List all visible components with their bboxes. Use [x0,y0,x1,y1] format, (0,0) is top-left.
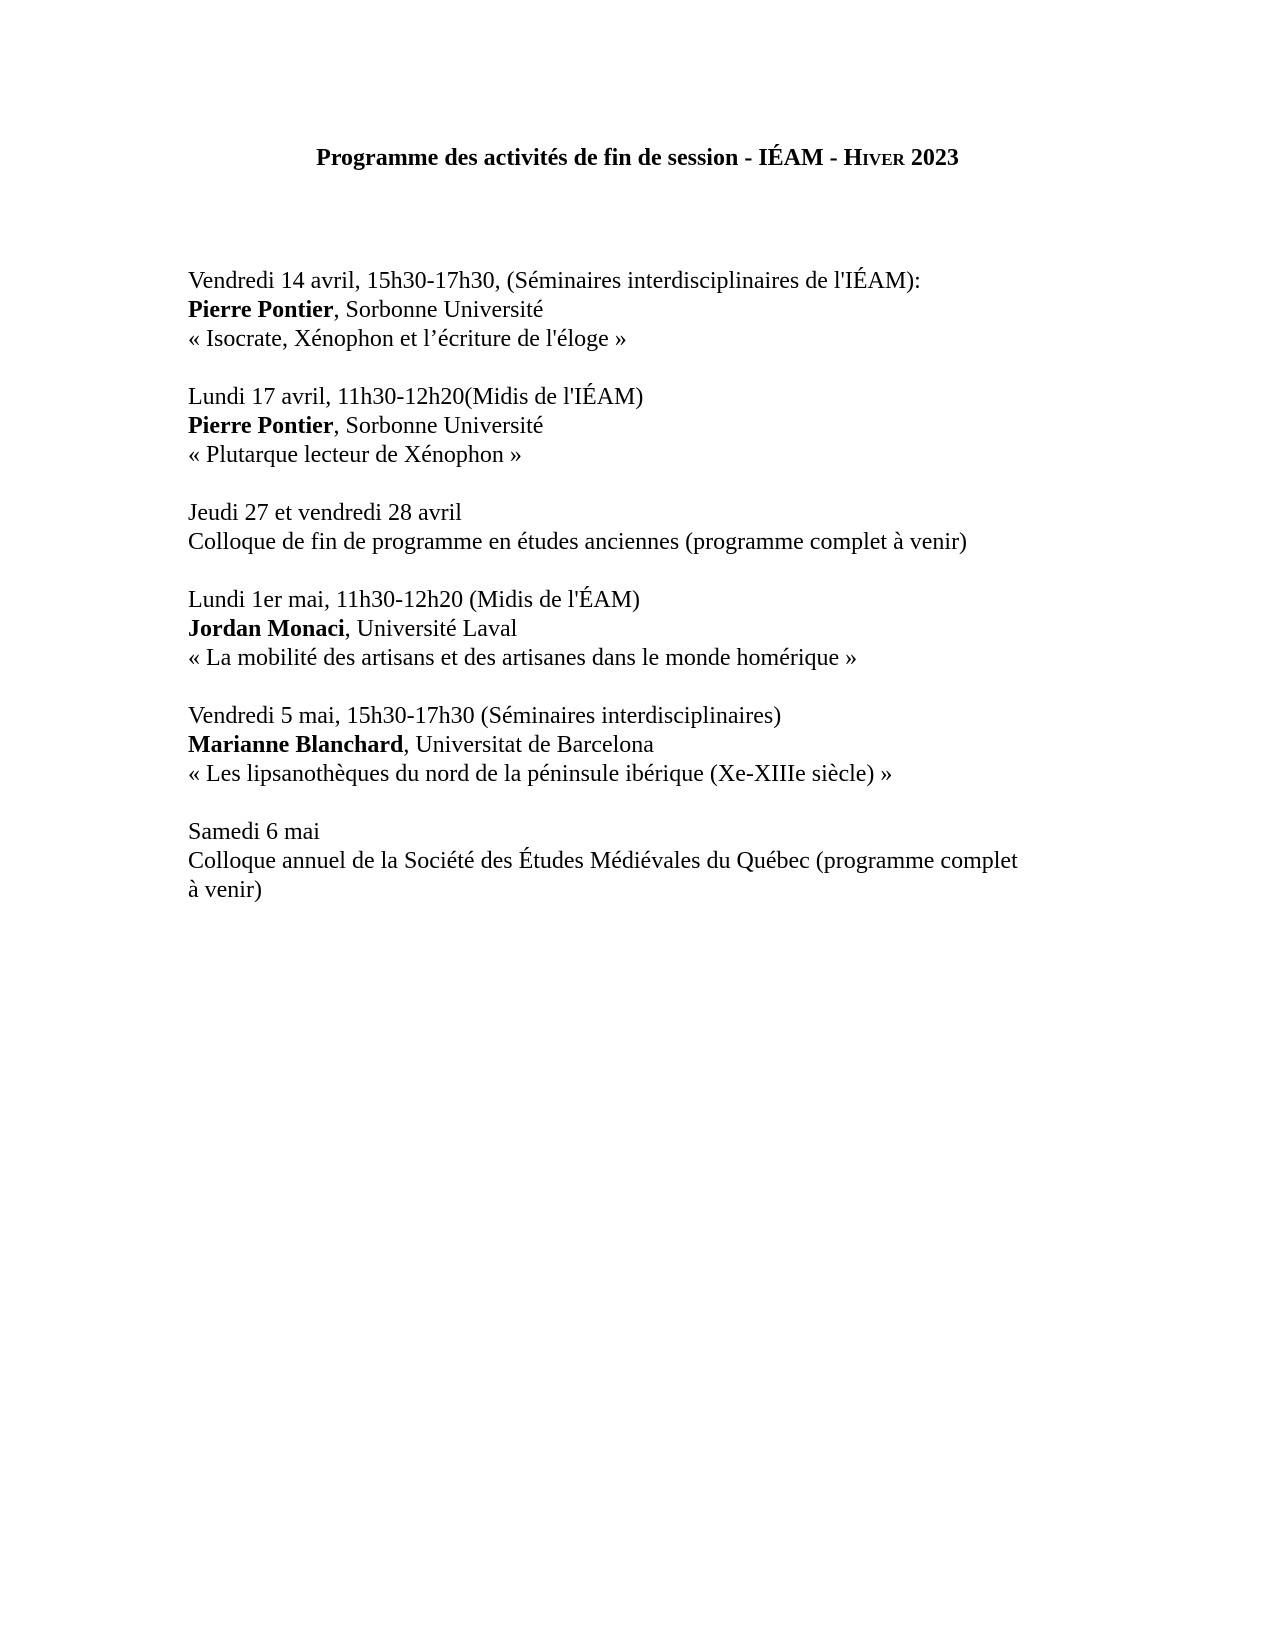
event-affiliation: , Université Laval [344,616,518,642]
title-season: Hiver [843,145,905,171]
event-item [188,586,1088,673]
event-speaker: Jordan Monaci [188,616,345,642]
event-date-line: Lundi 17 avril, 11h30-12h20(Midis de l'IÉAM) [188,384,644,410]
event-talk-title: « La mobilité des artisans et des artisanes dans le monde homérique » [188,645,858,671]
event-date-line: Lundi 1er mai, 11h30-12h20 (Midis de l'ÉAM) [188,587,641,613]
event-talk-title: « Les lipsanothèques du nord de la péninsule ibérique (Xe-XIIIe siècle) » [188,761,893,787]
event-speaker: Marianne Blanchard [188,732,404,758]
event-date-line: Jeudi 27 et vendredi 28 avril [188,500,462,526]
event-date-line: Vendredi 14 avril, 15h30-17h30, (Séminaires interdisciplinaires de l'IÉAM): [188,268,921,294]
event-speaker: Pierre Pontier [188,413,334,439]
event-affiliation: , Sorbonne Université [333,297,544,323]
event-description: Colloque annuel de la Société des Études Médiévales du Québec (programme complet à venir) [188,848,1018,903]
event-list [188,267,1088,934]
title-main: Programme des activités de fin de session - IÉAM - [316,145,844,171]
event-item [188,499,1088,557]
event-affiliation: , Universitat de Barcelona [403,732,654,758]
title-year: 2023 [904,145,959,171]
event-item [188,383,1088,470]
event-speaker-line [188,412,1088,441]
event-description: Colloque de fin de programme en études anciennes (programme complet à venir) [188,529,968,555]
event-speaker-line [188,731,1088,760]
page-title [0,143,1275,173]
event-item [188,702,1088,789]
event-speaker-line [188,296,1088,325]
event-item [188,267,1088,354]
event-talk-title: « Isocrate, Xénophon et l’écriture de l'éloge » [188,326,627,352]
event-date-line: Vendredi 5 mai, 15h30-17h30 (Séminaires interdisciplinaires) [188,703,782,729]
event-talk-title: « Plutarque lecteur de Xénophon » [188,442,522,468]
event-affiliation: , Sorbonne Université [333,413,544,439]
event-date-line: Samedi 6 mai [188,819,320,845]
event-item [188,818,1088,905]
event-speaker: Pierre Pontier [188,297,334,323]
event-speaker-line [188,615,1088,644]
